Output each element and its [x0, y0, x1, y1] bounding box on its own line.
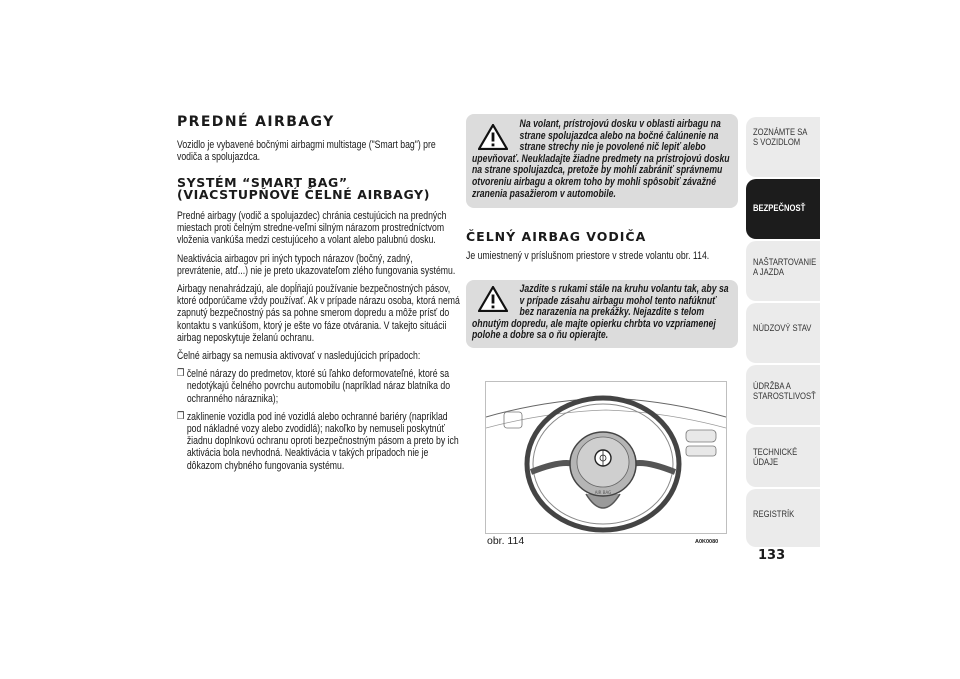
bullet-text-1: čelné nárazy do predmetov, ktoré sú ľahko deformovateľné, ktoré sa nedotýkajú čelného povrchu automobilu (napríklad náraz blatníka do ochranného náraznika);	[186, 368, 451, 405]
tab-label: ÚDRŽBA A STAROSTLIVOSŤ	[753, 381, 816, 401]
bullet-mark: ❒	[177, 410, 185, 422]
section-heading-driver-airbag: ČELNÝ AIRBAG VODIČA	[466, 229, 647, 244]
tab-label: NAŠTARTOVANIE A JAZDA	[753, 257, 817, 277]
paragraph-3: Airbagy nenahrádzajú, ale dopĺňajú používanie bezpečnostných pásov, ktoré odporúčame vždy používať. Ak v prípade nárazu osoba, ktorá nemá zapnutý bezpečnostný pás sa pohne smerom dopredu a môže prísť do kontaktu s vankúšom, ktorý je ešte vo fáze otvárania. V takejto situácii airbag neposkytuje želanú ochranu.	[177, 283, 460, 344]
warning-box-1	[466, 114, 738, 208]
subheading-smart-bag	[177, 177, 430, 201]
tab-getting-to-know[interactable]	[746, 117, 820, 177]
steering-wheel-illustration	[486, 382, 726, 533]
bullet-item-2	[177, 411, 460, 472]
bullet-text-2: zaklinenie vozidla pod iné vozidlá alebo ochranné bariéry (napríklad pod nákladné vozy alebo zvodidlá); nakoľko by nemuseli poskytnúť žiadnu doplnkovú ochranu oproti bezpečnostným pásom a preto by ich aktivácia bola nevhodná. Neaktivácia v takých prípadoch nie je dôkazom chybného fungovania systému.	[186, 410, 459, 472]
warning-text-2	[472, 284, 733, 342]
paragraph-2: Neaktivácia airbagov pri iných typoch nárazov (bočný, zadný, prevrátenie, atď...) nie je preto ukazovateľom zlého fungovania systému.	[177, 252, 456, 277]
page-number: 133	[758, 548, 786, 563]
warning-text-2-content: Jazdite s rukami stále na kruhu volantu tak, aby sa v prípade zásahu airbagu mohol tento nafúknuť bez narazenia na prekážky. Nejazdite s telom ohnutým dopredu, ale majte opierku chrbta vo vzpriamenej polohe a dobre sa o ňu opierajte.	[472, 283, 729, 342]
tab-label: ZOZNÁMTE SA S VOZIDLOM	[753, 127, 807, 147]
figure-caption: obr. 114	[487, 535, 525, 547]
paragraph-4: Čelné airbagy sa nemusia aktivovať v nasledujúcich prípadoch:	[177, 350, 421, 363]
tab-label: REGISTRÍK	[753, 509, 795, 519]
driver-airbag-paragraph	[466, 250, 737, 268]
bullet-mark: ❒	[177, 368, 185, 380]
tab-maintenance[interactable]	[746, 365, 820, 425]
figure-code: A0K0080	[695, 539, 719, 545]
paragraph-1: Predné airbagy (vodič a spolujazdec) chránia cestujúcich na predných miestach proti čelným stredne-veľmi silným nárazom prostredníctvom vloženia vankúša medzi cestujúceho a volant alebo palubnú dosku.	[177, 210, 447, 247]
tab-starting-driving[interactable]	[746, 241, 820, 301]
tab-technical-data[interactable]	[746, 427, 820, 487]
paragraph-5: Je umiestnený v príslušnom priestore v strede volantu obr. 114.	[466, 250, 710, 262]
subheading-line-1: SYSTÉM “SMART BAG”	[177, 175, 348, 190]
warning-text-1	[472, 119, 733, 200]
tab-label: TECHNICKÉ ÚDAJE	[753, 447, 798, 467]
intro-paragraph	[177, 139, 460, 169]
figure-steering-wheel	[485, 381, 727, 534]
tab-emergency[interactable]	[746, 303, 820, 363]
tab-index[interactable]	[746, 489, 820, 547]
tab-safety[interactable]	[746, 179, 820, 239]
body-text-block	[177, 210, 460, 478]
subheading-line-2: (VIACSTUPŇOVÉ ČELNÉ AIRBAGY)	[177, 187, 431, 202]
wheel-hub-label: AIR BAG	[594, 490, 612, 495]
warning-box-2	[466, 280, 738, 348]
bullet-item-1	[177, 368, 460, 405]
tab-label: NÚDZOVÝ STAV	[753, 323, 812, 333]
warning-text-1-content: Na volant, prístrojovú dosku v oblasti airbagu na strane spolujazdca alebo na bočné čalúnenie na strane strechy nie je povolené nič lepiť alebo upevňovať. Neukladajte žiadne predmety na prístrojovú dosku na strane spolujazdca, pretože by mohli zabrániť správnemu otvoreniu airbagu a okrem toho by mohli spôsobiť závažné zranenia pasažierom v automobile.	[472, 118, 730, 200]
tab-label: BEZPEČNOSŤ	[753, 203, 806, 213]
intro-text: Vozidlo je vybavené bočnými airbagmi multistage ("Smart bag") pre vodiča a spolujazdca.	[177, 139, 436, 164]
section-heading-front-airbags: PREDNÉ AIRBAGY	[177, 114, 335, 130]
